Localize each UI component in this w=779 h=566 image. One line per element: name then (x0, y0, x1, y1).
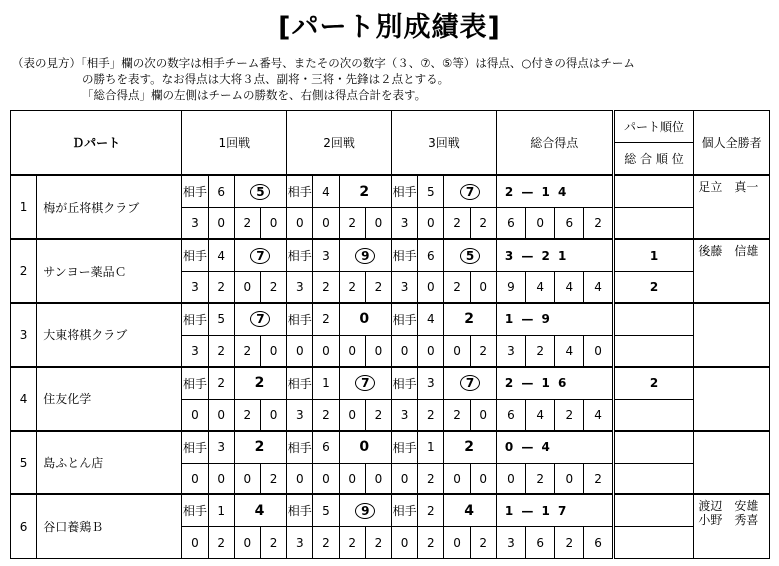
individual-winner (694, 367, 770, 431)
points-cell: 0 (260, 208, 286, 239)
points-cell: 0 (584, 335, 613, 366)
opponent-number: 6 (418, 239, 444, 271)
opponent-label: 相手 (287, 175, 313, 207)
team-name: 梅が丘将棋クラブ (37, 175, 182, 239)
round-score (234, 494, 286, 526)
points-cell: 2 (313, 527, 339, 559)
score-value: 2 (254, 375, 267, 392)
points-cell: 6 (496, 208, 525, 239)
points-cell: 2 (418, 463, 444, 494)
round-score (339, 303, 391, 335)
overall-rank (613, 335, 694, 366)
opponent-number: 3 (208, 431, 234, 463)
points-cell: 3 (182, 272, 208, 303)
opponent-number: 1 (208, 494, 234, 526)
winner-name: 小野 秀喜 (698, 513, 759, 528)
points-cell: 0 (234, 527, 260, 559)
points-cell: 2 (444, 208, 470, 239)
part-header: Ｄパート (11, 111, 182, 176)
points-cell: 0 (444, 463, 470, 494)
team-number: 2 (11, 239, 37, 303)
round-score (444, 431, 496, 463)
score-value: 0 (359, 439, 372, 456)
points-cell: 6 (555, 208, 584, 239)
overall-rank (613, 399, 694, 430)
total-score: 3 — 2 1 (496, 239, 613, 271)
round-score (444, 494, 496, 526)
team-number: 3 (11, 303, 37, 367)
points-cell: 0 (392, 527, 418, 559)
round-score (339, 431, 391, 463)
team-row-top (11, 494, 770, 526)
points-cell: 6 (584, 527, 613, 559)
team-name: 大東将棋クラブ (37, 303, 182, 367)
points-cell: 0 (234, 463, 260, 494)
points-cell: 2 (339, 272, 365, 303)
points-cell: 3 (287, 527, 313, 559)
points-cell: 2 (526, 463, 555, 494)
round-score (234, 239, 286, 271)
points-cell: 3 (287, 272, 313, 303)
opponent-number: 5 (418, 175, 444, 207)
points-cell: 2 (339, 527, 365, 559)
win-score-circle: 9 (355, 248, 375, 264)
points-cell: 2 (418, 527, 444, 559)
points-cell: 0 (313, 208, 339, 239)
win-score-circle: 9 (355, 503, 375, 519)
points-cell: 2 (339, 208, 365, 239)
points-cell: 0 (418, 272, 444, 303)
points-cell: 2 (260, 527, 286, 559)
points-cell: 2 (365, 399, 391, 430)
points-cell: 0 (182, 463, 208, 494)
part-rank: 1 (613, 239, 694, 271)
opponent-number: 5 (208, 303, 234, 335)
opponent-number: 5 (313, 494, 339, 526)
opponent-label: 相手 (182, 239, 208, 271)
part-rank (613, 303, 694, 335)
opponent-label: 相手 (287, 494, 313, 526)
part-rank-header: パート順位 (613, 111, 694, 143)
points-cell: 2 (555, 399, 584, 430)
part-rank (613, 175, 694, 207)
opponent-label: 相手 (182, 303, 208, 335)
points-cell: 0 (418, 335, 444, 366)
team-name: 住友化学 (37, 367, 182, 431)
round-score (234, 175, 286, 207)
points-cell: 3 (392, 399, 418, 430)
opponent-number: 1 (313, 367, 339, 399)
round-score (444, 175, 496, 207)
team-row-top (11, 175, 770, 207)
points-cell: 2 (260, 272, 286, 303)
points-cell: 2 (470, 335, 496, 366)
note-line-2: の勝ちを表す。なお得点は大将３点、副将・三将・先鋒は２点とする。 (82, 72, 450, 86)
opponent-label: 相手 (392, 431, 418, 463)
team-number: 6 (11, 494, 37, 558)
points-cell: 3 (392, 208, 418, 239)
opponent-number: 3 (313, 239, 339, 271)
score-value: 2 (464, 439, 476, 456)
total-score: 1 — 1 7 (496, 494, 613, 526)
points-cell: 2 (313, 272, 339, 303)
round-score (339, 239, 391, 271)
team-row-top (11, 367, 770, 399)
points-cell: 6 (496, 399, 525, 430)
opponent-label: 相手 (392, 239, 418, 271)
points-cell: 0 (470, 463, 496, 494)
points-cell: 0 (313, 335, 339, 366)
points-cell: 4 (584, 399, 613, 430)
opponent-label: 相手 (182, 175, 208, 207)
points-cell: 0 (208, 399, 234, 430)
team-name: 谷口養鶏Ｂ (37, 494, 182, 558)
win-score-circle: 7 (355, 375, 375, 391)
team-number: 4 (11, 367, 37, 431)
legend-notes (12, 55, 635, 103)
overall-rank (613, 463, 694, 494)
winner-name: 渡辺 安雄 (698, 499, 759, 514)
total-header: 総合得点 (496, 111, 613, 176)
score-value: 4 (464, 502, 476, 519)
points-cell: 0 (182, 527, 208, 559)
opponent-number: 4 (313, 175, 339, 207)
individual-winner (694, 175, 770, 239)
points-cell: 0 (287, 335, 313, 366)
round-score (339, 175, 391, 207)
win-score-circle: 7 (460, 375, 480, 391)
points-cell: 0 (339, 399, 365, 430)
individual-winner (694, 303, 770, 367)
win-score-circle: 7 (460, 184, 480, 200)
points-cell: 2 (418, 399, 444, 430)
opponent-number: 3 (418, 367, 444, 399)
opponent-label: 相手 (182, 494, 208, 526)
points-cell: 2 (584, 208, 613, 239)
opponent-label: 相手 (392, 175, 418, 207)
points-cell: 0 (444, 335, 470, 366)
score-value: 0 (359, 311, 372, 328)
points-cell: 0 (365, 208, 391, 239)
points-cell: 2 (234, 335, 260, 366)
opponent-number: 6 (208, 175, 234, 207)
points-cell: 0 (470, 399, 496, 430)
points-cell: 0 (208, 463, 234, 494)
opponent-label: 相手 (182, 367, 208, 399)
opponent-label: 相手 (287, 303, 313, 335)
points-cell: 2 (444, 399, 470, 430)
team-row-top (11, 239, 770, 271)
opponent-number: 2 (418, 494, 444, 526)
round-score (444, 367, 496, 399)
points-cell: 2 (208, 272, 234, 303)
score-value: 4 (254, 502, 267, 519)
points-cell: 2 (444, 272, 470, 303)
points-cell: 0 (260, 399, 286, 430)
opponent-label: 相手 (392, 494, 418, 526)
opponent-number: 4 (418, 303, 444, 335)
overall-rank (613, 527, 694, 559)
opponent-number: 1 (418, 431, 444, 463)
points-cell: 2 (470, 527, 496, 559)
opponent-number: 4 (208, 239, 234, 271)
points-cell: 4 (526, 399, 555, 430)
overall-rank-header: 総 合 順 位 (613, 143, 694, 175)
points-cell: 2 (555, 527, 584, 559)
points-cell: 0 (392, 463, 418, 494)
opponent-number: 2 (313, 303, 339, 335)
points-cell: 2 (208, 527, 234, 559)
points-cell: 0 (339, 335, 365, 366)
points-cell: 4 (584, 272, 613, 303)
score-value: 2 (464, 311, 476, 328)
points-cell: 3 (182, 208, 208, 239)
opponent-label: 相手 (287, 367, 313, 399)
opponent-number: 2 (208, 367, 234, 399)
opponent-label: 相手 (287, 239, 313, 271)
points-cell: 2 (470, 208, 496, 239)
round-score (339, 494, 391, 526)
note-line-1: （表の見方）「相手」欄の次の数字は相手チーム番号、またその次の数字（３、⑦、⑤等）は得点、○付きの得点はチーム (12, 56, 635, 70)
points-cell: 0 (365, 335, 391, 366)
points-cell: 2 (526, 335, 555, 366)
round2-header: 2回戦 (287, 111, 392, 176)
round1-header: 1回戦 (182, 111, 287, 176)
team-name: 島ふとん店 (37, 431, 182, 495)
points-cell: 0 (555, 463, 584, 494)
points-cell: 4 (526, 272, 555, 303)
points-cell: 0 (339, 463, 365, 494)
round-score (234, 303, 286, 335)
total-score: 1 — 9 (496, 303, 613, 335)
points-cell: 0 (496, 463, 525, 494)
points-cell: 0 (526, 208, 555, 239)
round3-header: 3回戦 (392, 111, 497, 176)
points-cell: 2 (260, 463, 286, 494)
win-score-circle: 7 (250, 311, 270, 327)
points-cell: 0 (234, 272, 260, 303)
part-rank (613, 494, 694, 526)
team-number: 5 (11, 431, 37, 495)
points-cell: 6 (526, 527, 555, 559)
points-cell: 0 (287, 208, 313, 239)
opponent-label: 相手 (392, 367, 418, 399)
total-score: 2 — 1 6 (496, 367, 613, 399)
note-line-3: 「総合得点」欄の左側はチームの勝数を、右側は得点合計を表す。 (82, 88, 427, 102)
round-score (339, 367, 391, 399)
part-rank (613, 431, 694, 463)
points-cell: 0 (208, 208, 234, 239)
opponent-label: 相手 (182, 431, 208, 463)
points-cell: 3 (496, 335, 525, 366)
overall-rank (613, 208, 694, 239)
points-cell: 3 (287, 399, 313, 430)
points-cell: 3 (496, 527, 525, 559)
opponent-label: 相手 (392, 303, 418, 335)
opponent-label: 相手 (287, 431, 313, 463)
part-rank: 2 (613, 367, 694, 399)
points-cell: 0 (470, 272, 496, 303)
win-score-circle: 5 (250, 184, 270, 200)
round-score (444, 303, 496, 335)
team-name: サンヨー薬品Ｃ (37, 239, 182, 303)
score-value: 2 (359, 183, 372, 200)
points-cell: 3 (182, 335, 208, 366)
individual-winner (694, 239, 770, 303)
points-cell: 3 (392, 272, 418, 303)
points-cell: 2 (208, 335, 234, 366)
total-score: 2 — 1 4 (496, 175, 613, 207)
points-cell: 4 (555, 335, 584, 366)
points-cell: 0 (260, 335, 286, 366)
round-score (444, 239, 496, 271)
team-row-top (11, 303, 770, 335)
points-cell: 0 (313, 463, 339, 494)
team-row-top (11, 431, 770, 463)
points-cell: 0 (418, 208, 444, 239)
individual-winner (694, 494, 770, 558)
page-title: [パート別成績表] (278, 12, 501, 43)
individual-header: 個人全勝者 (694, 111, 770, 176)
win-score-circle: 7 (250, 248, 270, 264)
win-score-circle: 5 (460, 248, 480, 264)
individual-winner (694, 431, 770, 495)
points-cell: 0 (444, 527, 470, 559)
overall-rank: 2 (613, 272, 694, 303)
points-cell: 2 (234, 399, 260, 430)
points-cell: 2 (313, 399, 339, 430)
points-cell: 9 (496, 272, 525, 303)
points-cell: 0 (287, 463, 313, 494)
round-score (234, 367, 286, 399)
points-cell: 2 (365, 527, 391, 559)
opponent-number: 6 (313, 431, 339, 463)
points-cell: 2 (365, 272, 391, 303)
points-cell: 4 (555, 272, 584, 303)
points-cell: 0 (392, 335, 418, 366)
points-cell: 0 (182, 399, 208, 430)
winner-name: 後藤 信雄 (698, 244, 759, 259)
results-table (10, 110, 770, 559)
points-cell: 2 (234, 208, 260, 239)
winner-name: 足立 真一 (698, 180, 759, 195)
points-cell: 2 (584, 463, 613, 494)
team-number: 1 (11, 175, 37, 239)
score-value: 2 (254, 439, 267, 456)
round-score (234, 431, 286, 463)
points-cell: 0 (365, 463, 391, 494)
total-score: 0 — 4 (496, 431, 613, 463)
